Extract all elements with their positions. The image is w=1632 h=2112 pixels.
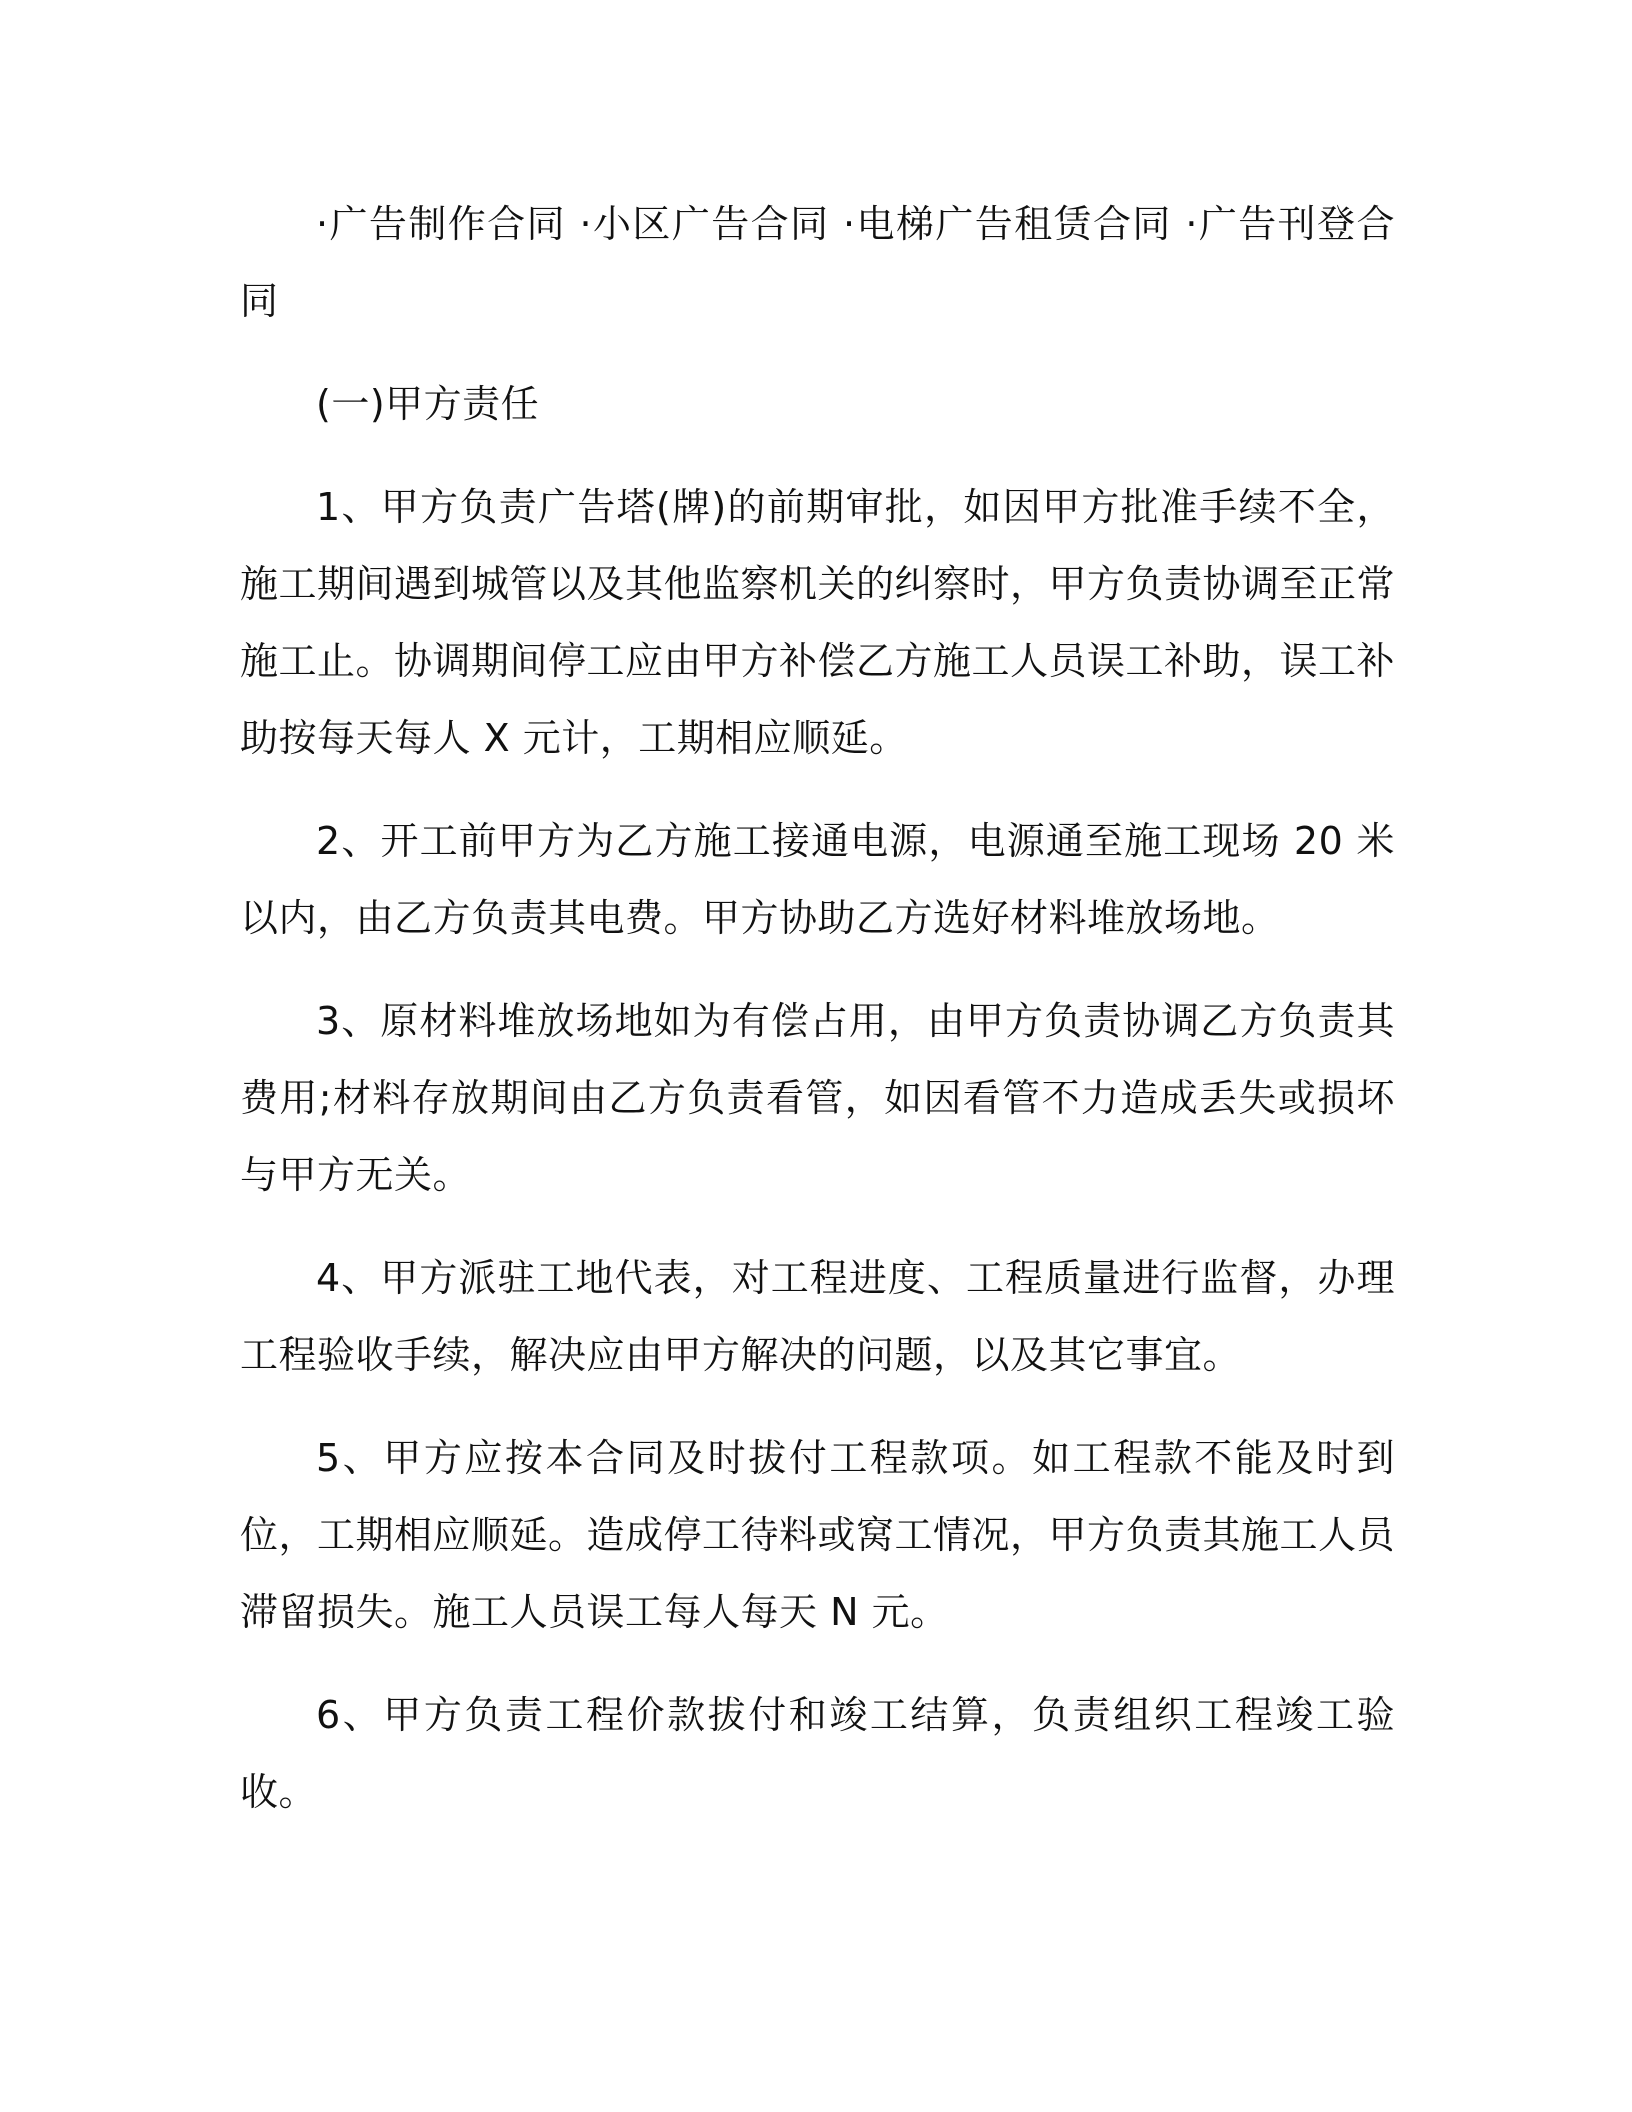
related-contracts-line: ·广告制作合同 ·小区广告合同 ·电梯广告租赁合同 ·广告刊登合同	[240, 202, 1395, 323]
section-heading: (一)甲方责任	[316, 382, 540, 426]
clause-3: 3、原材料堆放场地如为有偿占用，由甲方负责协调乙方负责其费用;材料存放期间由乙方负责看管，如因看管不力造成丢失或损坏与甲方无关。	[240, 999, 1395, 1197]
clause-6: 6、甲方负责工程价款拔付和竣工结算，负责组织工程竣工验收。	[240, 1693, 1395, 1814]
clause-4: 4、甲方派驻工地代表，对工程进度、工程质量进行监督，办理工程验收手续，解决应由甲方解决的问题，以及其它事宜。	[240, 1256, 1395, 1377]
clause-5: 5、甲方应按本合同及时拔付工程款项。如工程款不能及时到位，工期相应顺延。造成停工待料或窝工情况，甲方负责其施工人员滞留损失。施工人员误工每人每天 N 元。	[240, 1436, 1396, 1634]
clause-1: 1、甲方负责广告塔(牌)的前期审批，如因甲方批准手续不全，施工期间遇到城管以及其他监察机关的纠察时，甲方负责协调至正常施工止。协调期间停工应由甲方补偿乙方施工人员误工补助，误工补助按每天每人 X 元计，工期相应顺延。	[240, 485, 1396, 760]
clause-2: 2、开工前甲方为乙方施工接通电源，电源通至施工现场 20 米以内，由乙方负责其电费。甲方协助乙方选好材料堆放场地。	[240, 819, 1395, 940]
document-body	[240, 186, 1395, 1857]
